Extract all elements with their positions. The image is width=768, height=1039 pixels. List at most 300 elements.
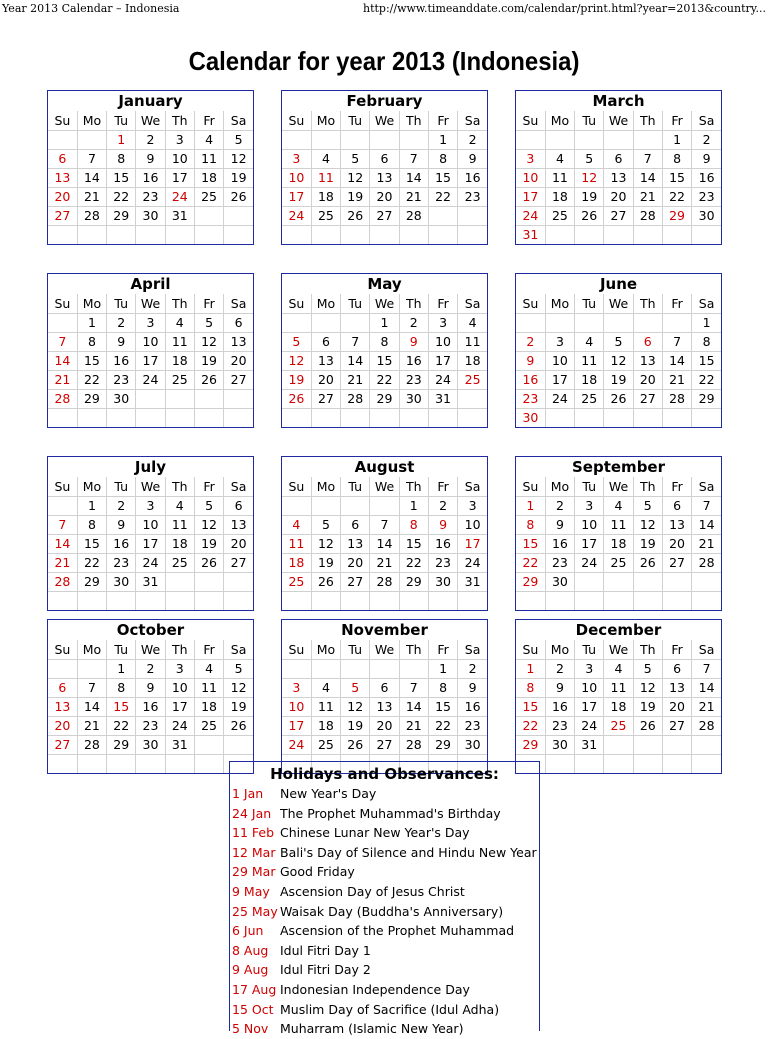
day-cell: 2 bbox=[107, 496, 136, 515]
day-cell: 4 bbox=[311, 149, 340, 168]
empty-cell bbox=[77, 225, 106, 244]
day-cell: 15 bbox=[516, 697, 545, 716]
empty-cell bbox=[428, 206, 457, 225]
week-row bbox=[48, 735, 253, 754]
day-cell: 30 bbox=[428, 572, 457, 591]
day-cell: 23 bbox=[692, 187, 721, 206]
empty-cell bbox=[107, 754, 136, 773]
day-cell: 9 bbox=[136, 149, 165, 168]
empty-cell bbox=[633, 313, 662, 332]
day-cell: 24 bbox=[516, 206, 545, 225]
weekday-label: Th bbox=[165, 477, 194, 496]
day-cell: 26 bbox=[341, 206, 370, 225]
week-row bbox=[516, 313, 721, 332]
weekday-label: Mo bbox=[545, 294, 574, 313]
week-row bbox=[48, 496, 253, 515]
week-row bbox=[516, 149, 721, 168]
day-cell: 7 bbox=[48, 332, 77, 351]
day-cell: 10 bbox=[136, 332, 165, 351]
weekday-header-row bbox=[48, 640, 253, 659]
day-cell: 16 bbox=[399, 351, 428, 370]
day-cell: 11 bbox=[604, 515, 633, 534]
week-row bbox=[516, 678, 721, 697]
holiday-date: 8 Aug bbox=[232, 942, 269, 958]
empty-cell bbox=[341, 313, 370, 332]
week-row bbox=[48, 332, 253, 351]
day-cell: 10 bbox=[282, 168, 311, 187]
day-cell: 28 bbox=[692, 553, 721, 572]
holidays-title: Holidays and Observances: bbox=[270, 765, 499, 783]
holiday-item bbox=[230, 804, 539, 824]
week-row bbox=[48, 149, 253, 168]
day-cell: 21 bbox=[399, 716, 428, 735]
day-cell: 8 bbox=[370, 332, 399, 351]
week-row bbox=[48, 534, 253, 553]
day-cell: 4 bbox=[604, 659, 633, 678]
day-cell: 11 bbox=[545, 168, 574, 187]
weekday-header-row bbox=[48, 477, 253, 496]
week-row bbox=[282, 678, 487, 697]
empty-cell bbox=[399, 591, 428, 610]
empty-cell bbox=[662, 572, 691, 591]
week-row bbox=[516, 187, 721, 206]
holiday-name: Ascension Day of Jesus Christ bbox=[280, 883, 465, 899]
week-row bbox=[48, 553, 253, 572]
day-cell: 27 bbox=[224, 370, 253, 389]
empty-cell bbox=[311, 408, 340, 427]
day-cell: 15 bbox=[428, 168, 457, 187]
month-october bbox=[47, 619, 254, 774]
holiday-name: New Year's Day bbox=[280, 786, 377, 801]
day-cell: 13 bbox=[662, 678, 691, 697]
weekday-label: Sa bbox=[692, 477, 721, 496]
empty-cell bbox=[311, 659, 340, 678]
day-cell: 30 bbox=[692, 206, 721, 225]
day-cell: 17 bbox=[282, 716, 311, 735]
weekday-label: Mo bbox=[311, 294, 340, 313]
weekday-label: Th bbox=[165, 111, 194, 130]
week-row bbox=[516, 659, 721, 678]
week-row bbox=[282, 716, 487, 735]
empty-cell bbox=[282, 408, 311, 427]
holiday-item bbox=[230, 823, 539, 843]
day-cell: 23 bbox=[428, 553, 457, 572]
day-cell: 16 bbox=[107, 534, 136, 553]
month-april bbox=[47, 273, 254, 428]
weekday-label: Sa bbox=[458, 640, 487, 659]
holiday-name: Indonesian Independence Day bbox=[280, 981, 470, 997]
day-cell: 5 bbox=[341, 678, 370, 697]
day-cell: 28 bbox=[48, 572, 77, 591]
week-row bbox=[48, 389, 253, 408]
empty-cell bbox=[194, 572, 223, 591]
print-header-url: http://www.timeanddate.com/calendar/print.html?year=2013&country... bbox=[362, 2, 766, 15]
day-cell: 16 bbox=[545, 534, 574, 553]
week-row bbox=[48, 168, 253, 187]
empty-cell bbox=[165, 408, 194, 427]
day-cell: 10 bbox=[575, 515, 604, 534]
day-cell: 27 bbox=[662, 553, 691, 572]
day-cell: 30 bbox=[458, 735, 487, 754]
weekday-label: Su bbox=[516, 640, 545, 659]
day-cell: 7 bbox=[77, 678, 106, 697]
day-cell: 3 bbox=[165, 130, 194, 149]
day-cell: 28 bbox=[662, 389, 691, 408]
day-cell: 6 bbox=[370, 678, 399, 697]
empty-cell bbox=[48, 591, 77, 610]
day-cell: 10 bbox=[575, 678, 604, 697]
day-cell: 23 bbox=[107, 553, 136, 572]
day-cell: 16 bbox=[458, 168, 487, 187]
weekday-label: Mo bbox=[77, 640, 106, 659]
empty-cell bbox=[399, 659, 428, 678]
day-cell: 13 bbox=[224, 332, 253, 351]
month-may bbox=[281, 273, 488, 428]
day-cell: 9 bbox=[107, 515, 136, 534]
day-cell: 15 bbox=[370, 351, 399, 370]
weekday-label: Th bbox=[399, 640, 428, 659]
holiday-date: 9 May bbox=[232, 883, 270, 899]
week-row bbox=[48, 591, 253, 610]
empty-cell bbox=[194, 735, 223, 754]
day-cell: 1 bbox=[428, 130, 457, 149]
day-cell: 14 bbox=[399, 697, 428, 716]
day-cell: 22 bbox=[77, 370, 106, 389]
week-row bbox=[282, 515, 487, 534]
day-cell: 26 bbox=[224, 187, 253, 206]
day-cell: 16 bbox=[516, 370, 545, 389]
print-header bbox=[0, 0, 768, 20]
weekday-header-row bbox=[282, 640, 487, 659]
empty-cell bbox=[662, 408, 691, 427]
day-cell: 13 bbox=[311, 351, 340, 370]
day-cell: 5 bbox=[575, 149, 604, 168]
week-row bbox=[516, 716, 721, 735]
empty-cell bbox=[107, 408, 136, 427]
holiday-name: Idul Fitri Day 2 bbox=[280, 962, 371, 978]
holiday-date: 15 Oct bbox=[232, 1001, 274, 1017]
empty-cell bbox=[136, 389, 165, 408]
weekday-label: Su bbox=[516, 477, 545, 496]
empty-cell bbox=[282, 496, 311, 515]
month-august bbox=[281, 456, 488, 611]
weekday-label: Mo bbox=[77, 477, 106, 496]
day-cell: 4 bbox=[311, 678, 340, 697]
week-row bbox=[516, 572, 721, 591]
empty-cell bbox=[604, 754, 633, 773]
day-cell: 6 bbox=[311, 332, 340, 351]
week-row bbox=[516, 515, 721, 534]
empty-cell bbox=[165, 389, 194, 408]
day-cell: 14 bbox=[692, 678, 721, 697]
empty-cell bbox=[48, 659, 77, 678]
empty-cell bbox=[224, 206, 253, 225]
weekday-label: Mo bbox=[545, 477, 574, 496]
week-row bbox=[48, 515, 253, 534]
day-cell: 18 bbox=[165, 534, 194, 553]
weekday-label: Su bbox=[48, 111, 77, 130]
day-cell: 12 bbox=[575, 168, 604, 187]
weekday-label: Th bbox=[633, 111, 662, 130]
week-row bbox=[282, 572, 487, 591]
holiday-item bbox=[230, 843, 539, 863]
day-cell: 28 bbox=[77, 735, 106, 754]
day-cell: 31 bbox=[575, 735, 604, 754]
week-row bbox=[282, 332, 487, 351]
day-cell: 7 bbox=[341, 332, 370, 351]
day-cell: 22 bbox=[77, 553, 106, 572]
day-cell: 6 bbox=[633, 332, 662, 351]
empty-cell bbox=[604, 735, 633, 754]
day-cell: 4 bbox=[545, 149, 574, 168]
day-cell: 28 bbox=[692, 716, 721, 735]
empty-cell bbox=[165, 591, 194, 610]
month-march bbox=[515, 90, 722, 245]
empty-cell bbox=[224, 408, 253, 427]
week-row bbox=[516, 735, 721, 754]
day-cell: 19 bbox=[341, 187, 370, 206]
day-cell: 26 bbox=[194, 370, 223, 389]
day-cell: 25 bbox=[194, 187, 223, 206]
day-cell: 2 bbox=[545, 496, 574, 515]
month-name: October bbox=[116, 621, 185, 639]
weekday-label: Fr bbox=[662, 111, 691, 130]
week-row bbox=[516, 370, 721, 389]
day-cell: 14 bbox=[370, 534, 399, 553]
holiday-item bbox=[230, 862, 539, 882]
day-cell: 22 bbox=[428, 716, 457, 735]
day-cell: 9 bbox=[136, 678, 165, 697]
day-cell: 23 bbox=[136, 187, 165, 206]
day-cell: 18 bbox=[604, 534, 633, 553]
weekday-label: Sa bbox=[458, 294, 487, 313]
day-cell: 19 bbox=[633, 697, 662, 716]
holiday-date: 24 Jan bbox=[232, 805, 272, 821]
day-cell: 20 bbox=[370, 716, 399, 735]
month-name: August bbox=[354, 458, 415, 476]
empty-cell bbox=[282, 313, 311, 332]
empty-cell bbox=[136, 408, 165, 427]
day-cell: 17 bbox=[282, 187, 311, 206]
month-name: May bbox=[367, 275, 402, 293]
day-cell: 1 bbox=[516, 659, 545, 678]
empty-cell bbox=[48, 754, 77, 773]
day-cell: 11 bbox=[165, 515, 194, 534]
day-cell: 14 bbox=[633, 168, 662, 187]
weekday-label: Su bbox=[282, 294, 311, 313]
day-cell: 8 bbox=[516, 515, 545, 534]
weekday-label: Tu bbox=[107, 640, 136, 659]
weekday-label: Sa bbox=[224, 294, 253, 313]
day-cell: 4 bbox=[165, 496, 194, 515]
day-cell: 12 bbox=[633, 515, 662, 534]
week-row bbox=[48, 659, 253, 678]
day-cell: 18 bbox=[311, 187, 340, 206]
day-cell: 8 bbox=[77, 515, 106, 534]
empty-cell bbox=[311, 225, 340, 244]
weekday-label: Fr bbox=[194, 294, 223, 313]
week-row bbox=[282, 370, 487, 389]
day-cell: 26 bbox=[194, 553, 223, 572]
day-cell: 25 bbox=[282, 572, 311, 591]
day-cell: 12 bbox=[194, 332, 223, 351]
empty-cell bbox=[516, 313, 545, 332]
day-cell: 7 bbox=[662, 332, 691, 351]
week-row bbox=[516, 591, 721, 610]
day-cell: 2 bbox=[107, 313, 136, 332]
empty-cell bbox=[575, 408, 604, 427]
day-cell: 14 bbox=[77, 697, 106, 716]
day-cell: 1 bbox=[428, 659, 457, 678]
weekday-label: Th bbox=[633, 640, 662, 659]
day-cell: 2 bbox=[692, 130, 721, 149]
empty-cell bbox=[311, 496, 340, 515]
empty-cell bbox=[194, 225, 223, 244]
day-cell: 5 bbox=[311, 515, 340, 534]
empty-cell bbox=[662, 754, 691, 773]
holiday-item bbox=[230, 1000, 539, 1020]
day-cell: 10 bbox=[165, 149, 194, 168]
day-cell: 5 bbox=[604, 332, 633, 351]
day-cell: 26 bbox=[575, 206, 604, 225]
day-cell: 31 bbox=[136, 572, 165, 591]
day-cell: 1 bbox=[516, 496, 545, 515]
month-name: March bbox=[592, 92, 645, 110]
weekday-label: Fr bbox=[662, 294, 691, 313]
day-cell: 31 bbox=[165, 206, 194, 225]
weekday-label: Su bbox=[48, 640, 77, 659]
week-row bbox=[48, 225, 253, 244]
day-cell: 21 bbox=[662, 370, 691, 389]
day-cell: 4 bbox=[194, 659, 223, 678]
day-cell: 1 bbox=[399, 496, 428, 515]
week-row bbox=[516, 206, 721, 225]
empty-cell bbox=[545, 225, 574, 244]
day-cell: 3 bbox=[282, 678, 311, 697]
empty-cell bbox=[224, 591, 253, 610]
day-cell: 20 bbox=[224, 351, 253, 370]
day-cell: 3 bbox=[575, 659, 604, 678]
day-cell: 14 bbox=[48, 351, 77, 370]
weekday-label: We bbox=[604, 477, 633, 496]
day-cell: 12 bbox=[633, 678, 662, 697]
empty-cell bbox=[458, 389, 487, 408]
weekday-label: We bbox=[604, 111, 633, 130]
day-cell: 15 bbox=[107, 168, 136, 187]
empty-cell bbox=[458, 206, 487, 225]
empty-cell bbox=[604, 225, 633, 244]
day-cell: 11 bbox=[604, 678, 633, 697]
day-cell: 25 bbox=[545, 206, 574, 225]
day-cell: 13 bbox=[370, 168, 399, 187]
day-cell: 25 bbox=[311, 735, 340, 754]
empty-cell bbox=[282, 130, 311, 149]
empty-cell bbox=[692, 408, 721, 427]
empty-cell bbox=[662, 735, 691, 754]
empty-cell bbox=[48, 313, 77, 332]
day-cell: 18 bbox=[194, 168, 223, 187]
day-cell: 16 bbox=[136, 168, 165, 187]
day-cell: 7 bbox=[399, 149, 428, 168]
day-cell: 25 bbox=[194, 716, 223, 735]
day-cell: 31 bbox=[516, 225, 545, 244]
month-name: April bbox=[130, 275, 171, 293]
day-cell: 27 bbox=[48, 735, 77, 754]
day-cell: 14 bbox=[341, 351, 370, 370]
empty-cell bbox=[575, 313, 604, 332]
day-cell: 8 bbox=[107, 678, 136, 697]
day-cell: 21 bbox=[370, 553, 399, 572]
day-cell: 3 bbox=[545, 332, 574, 351]
day-cell: 27 bbox=[662, 716, 691, 735]
day-cell: 31 bbox=[428, 389, 457, 408]
weekday-label: Tu bbox=[575, 111, 604, 130]
empty-cell bbox=[341, 591, 370, 610]
empty-cell bbox=[662, 591, 691, 610]
day-cell: 27 bbox=[633, 389, 662, 408]
empty-cell bbox=[604, 591, 633, 610]
weekday-label: Tu bbox=[341, 111, 370, 130]
month-january bbox=[47, 90, 254, 245]
day-cell: 20 bbox=[311, 370, 340, 389]
day-cell: 22 bbox=[662, 187, 691, 206]
week-row bbox=[282, 534, 487, 553]
day-cell: 28 bbox=[341, 389, 370, 408]
empty-cell bbox=[370, 408, 399, 427]
empty-cell bbox=[662, 225, 691, 244]
empty-cell bbox=[224, 735, 253, 754]
weekday-label: Sa bbox=[224, 640, 253, 659]
holiday-item bbox=[230, 941, 539, 961]
empty-cell bbox=[575, 591, 604, 610]
empty-cell bbox=[633, 408, 662, 427]
day-cell: 6 bbox=[341, 515, 370, 534]
day-cell: 25 bbox=[165, 370, 194, 389]
empty-cell bbox=[341, 659, 370, 678]
day-cell: 23 bbox=[458, 187, 487, 206]
day-cell: 26 bbox=[282, 389, 311, 408]
day-cell: 23 bbox=[458, 716, 487, 735]
weekday-label: Su bbox=[516, 294, 545, 313]
day-cell: 20 bbox=[370, 187, 399, 206]
day-cell: 12 bbox=[341, 168, 370, 187]
weekday-label: Mo bbox=[545, 640, 574, 659]
empty-cell bbox=[399, 408, 428, 427]
day-cell: 19 bbox=[341, 716, 370, 735]
weekday-label: We bbox=[370, 294, 399, 313]
month-name: July bbox=[134, 458, 167, 476]
day-cell: 9 bbox=[458, 678, 487, 697]
empty-cell bbox=[194, 591, 223, 610]
day-cell: 2 bbox=[545, 659, 574, 678]
empty-cell bbox=[516, 591, 545, 610]
weekday-label: Sa bbox=[692, 294, 721, 313]
day-cell: 21 bbox=[633, 187, 662, 206]
day-cell: 15 bbox=[77, 351, 106, 370]
day-cell: 24 bbox=[575, 716, 604, 735]
empty-cell bbox=[194, 408, 223, 427]
weekday-label: Sa bbox=[224, 111, 253, 130]
day-cell: 28 bbox=[370, 572, 399, 591]
day-cell: 9 bbox=[516, 351, 545, 370]
day-cell: 5 bbox=[341, 149, 370, 168]
day-cell: 11 bbox=[165, 332, 194, 351]
day-cell: 8 bbox=[107, 149, 136, 168]
day-cell: 13 bbox=[341, 534, 370, 553]
empty-cell bbox=[282, 659, 311, 678]
day-cell: 21 bbox=[692, 534, 721, 553]
empty-cell bbox=[604, 130, 633, 149]
